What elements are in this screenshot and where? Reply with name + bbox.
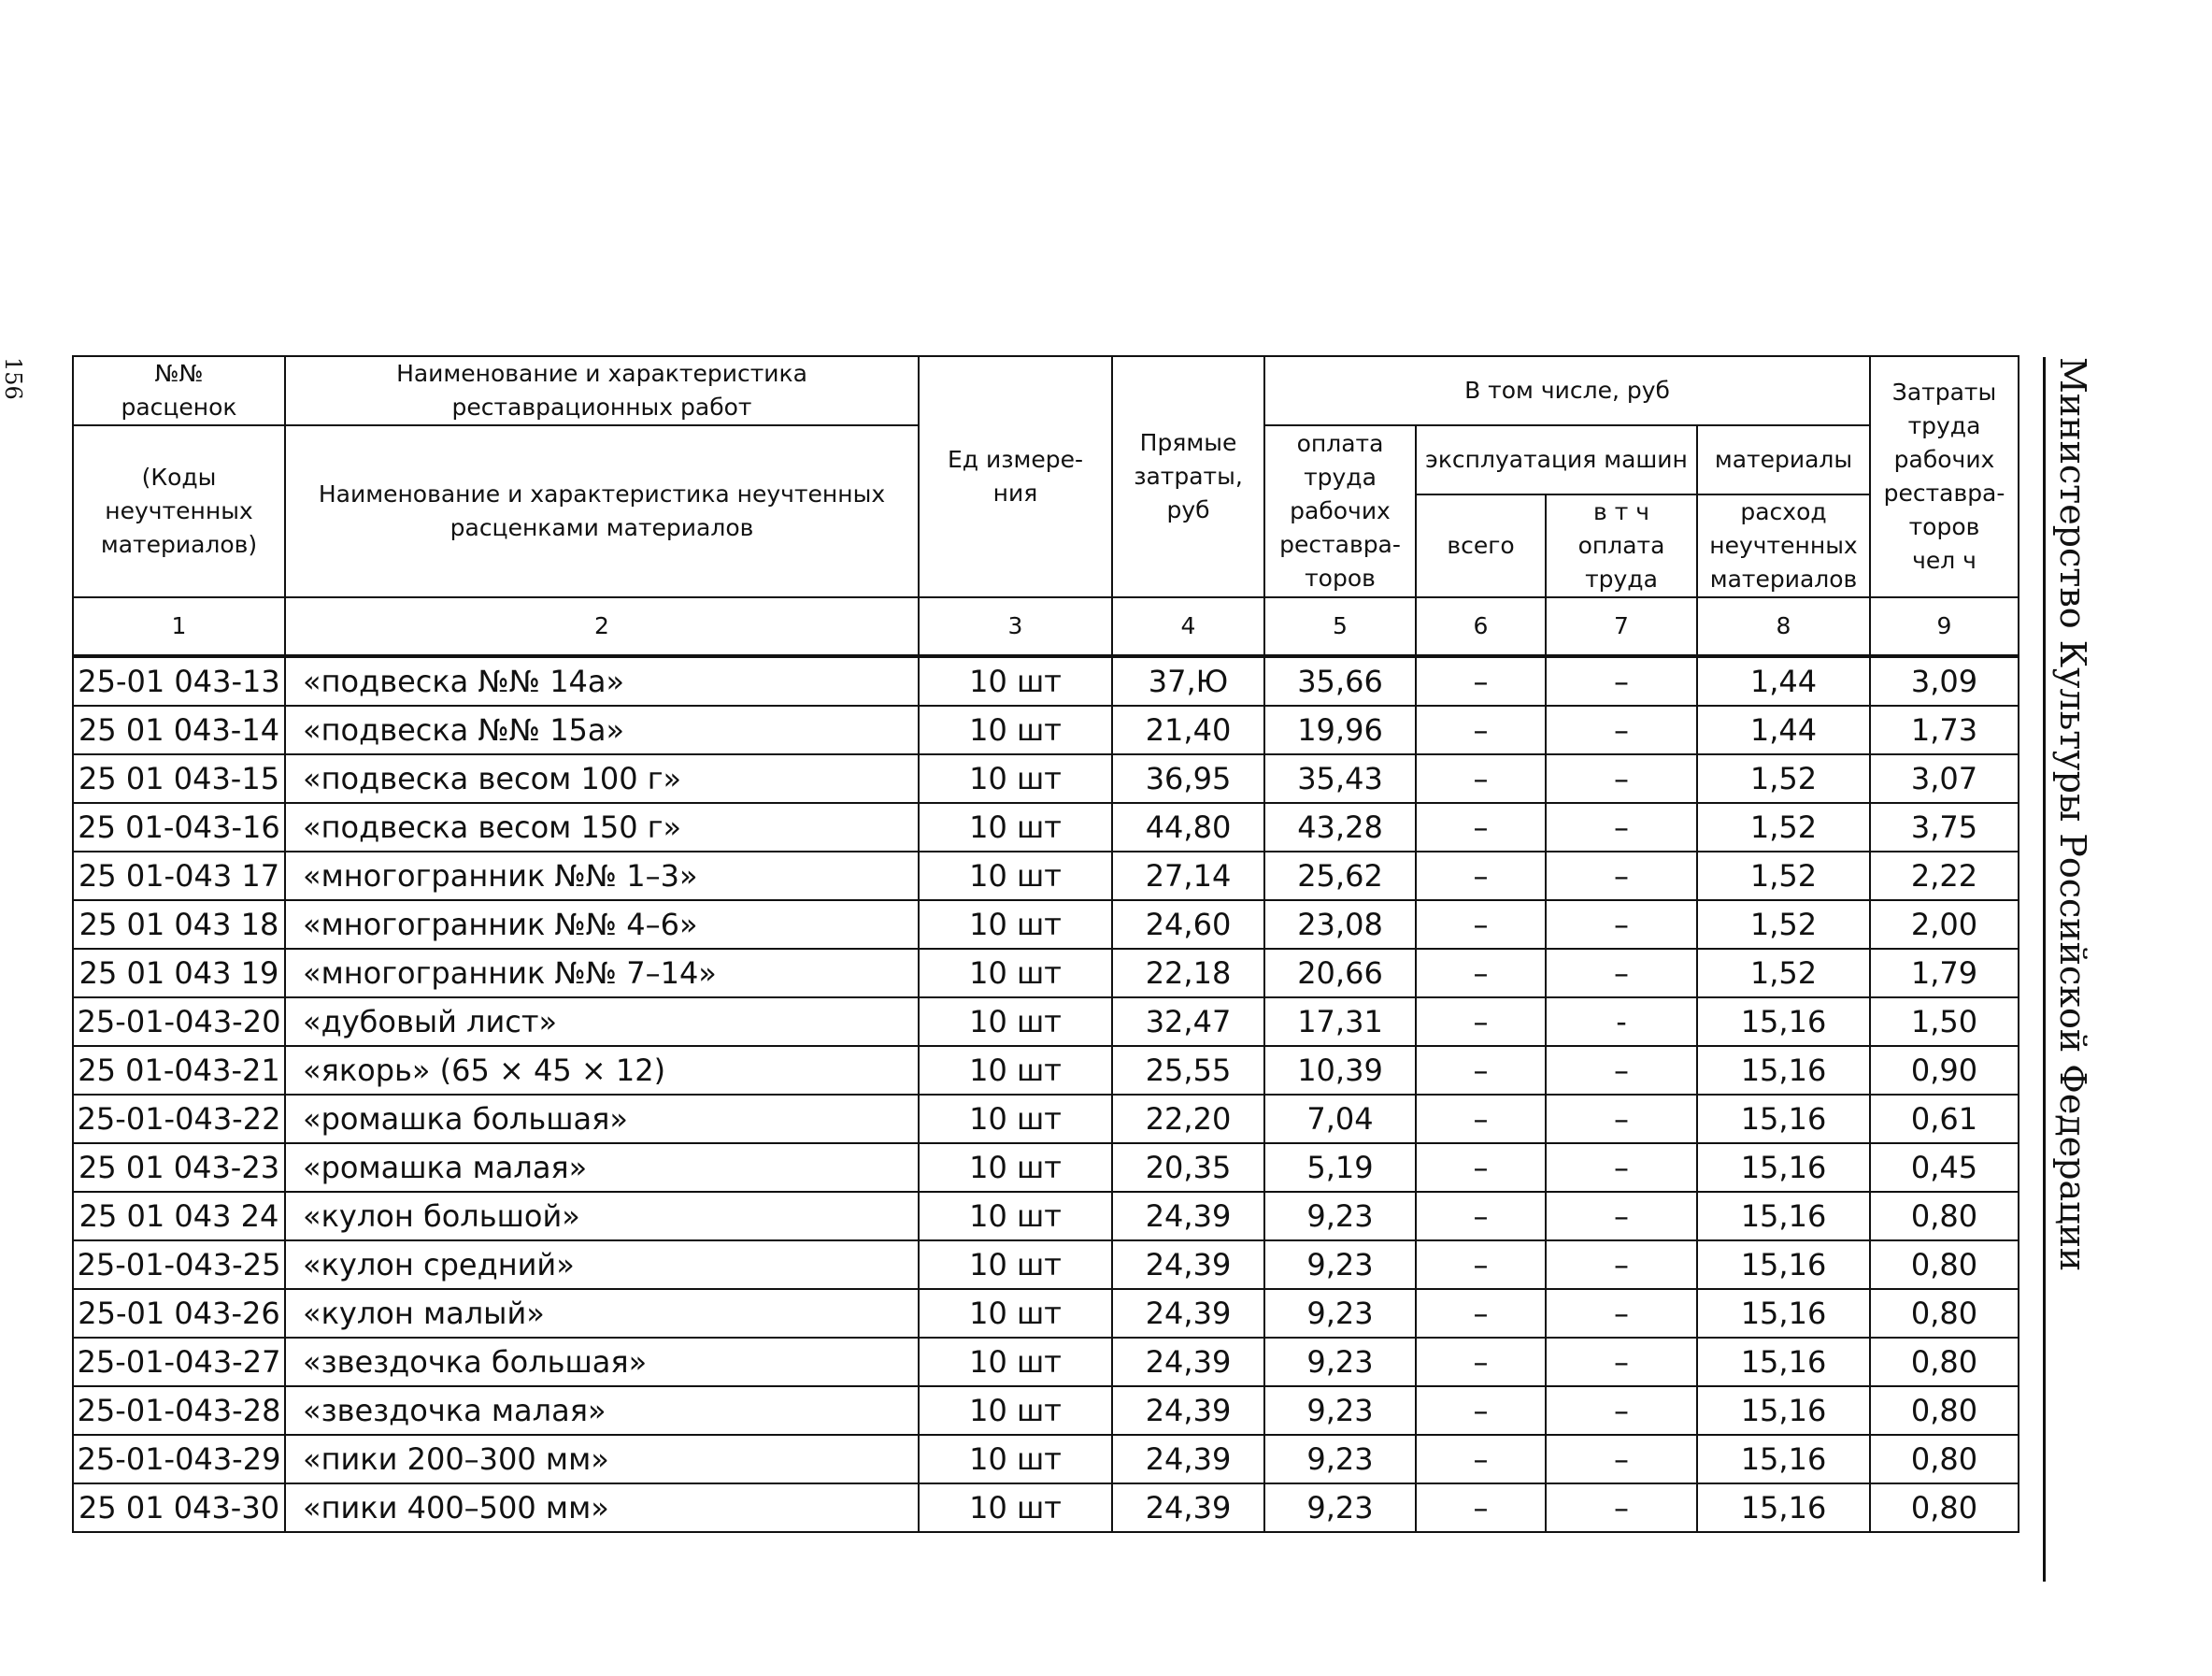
row-direct: 22,20: [1112, 1095, 1264, 1143]
table-row: [73, 949, 2019, 997]
row-materials: 15,16: [1697, 1192, 1870, 1240]
row-materials: 15,16: [1697, 1386, 1870, 1435]
row-labor-cost: 0,80: [1870, 1386, 2019, 1435]
column-number: 3: [919, 597, 1112, 656]
row-unit: 10 шт: [919, 754, 1112, 803]
row-machines-total: –: [1416, 900, 1546, 949]
row-name: «якорь» (65 × 45 × 12): [285, 1046, 919, 1095]
row-machines-total: –: [1416, 754, 1546, 803]
header-name-sub: Наименование и характеристика неучтенных расценками материалов: [285, 425, 919, 597]
row-name: «кулон малый»: [285, 1289, 919, 1338]
column-number: 4: [1112, 597, 1264, 656]
row-direct: 24,39: [1112, 1240, 1264, 1289]
row-materials: 15,16: [1697, 997, 1870, 1046]
row-labor-cost: 3,75: [1870, 803, 2019, 852]
header-code: №№ расценок: [73, 356, 285, 425]
table-row: [73, 656, 2019, 706]
row-direct: 24,39: [1112, 1289, 1264, 1338]
row-labor-cost: 1,73: [1870, 706, 2019, 754]
row-code: 25 01 043-23: [73, 1143, 285, 1192]
row-labor: 5,19: [1264, 1143, 1416, 1192]
row-unit: 10 шт: [919, 1483, 1112, 1532]
row-name: «кулон средний»: [285, 1240, 919, 1289]
row-labor: 9,23: [1264, 1240, 1416, 1289]
row-materials: 1,52: [1697, 949, 1870, 997]
row-direct: 24,39: [1112, 1192, 1264, 1240]
row-direct: 44,80: [1112, 803, 1264, 852]
row-machines-wage: –: [1546, 754, 1697, 803]
table-row: [73, 1435, 2019, 1483]
row-machines-wage: –: [1546, 1386, 1697, 1435]
column-number: 6: [1416, 597, 1546, 656]
row-machines-total: –: [1416, 1240, 1546, 1289]
row-direct: 27,14: [1112, 852, 1264, 900]
row-direct: 24,39: [1112, 1435, 1264, 1483]
row-unit: 10 шт: [919, 1289, 1112, 1338]
row-machines-wage: –: [1546, 949, 1697, 997]
row-name: «многогранник №№ 7–14»: [285, 949, 919, 997]
row-labor-cost: 0,80: [1870, 1192, 2019, 1240]
row-materials: 1,44: [1697, 706, 1870, 754]
table-row: [73, 852, 2019, 900]
row-machines-wage: -: [1546, 997, 1697, 1046]
table-row: [73, 997, 2019, 1046]
table-row: [73, 1386, 2019, 1435]
column-number: 2: [285, 597, 919, 656]
row-direct: 21,40: [1112, 706, 1264, 754]
table-row: [73, 1192, 2019, 1240]
row-labor-cost: 3,09: [1870, 656, 2019, 706]
row-labor-cost: 0,80: [1870, 1240, 2019, 1289]
row-labor: 9,23: [1264, 1435, 1416, 1483]
column-number: 9: [1870, 597, 2019, 656]
table-row: [73, 1483, 2019, 1532]
row-direct: 24,39: [1112, 1338, 1264, 1386]
row-machines-wage: –: [1546, 1483, 1697, 1532]
table-row: [73, 1046, 2019, 1095]
row-machines-total: –: [1416, 706, 1546, 754]
row-direct: 24,60: [1112, 900, 1264, 949]
row-code: 25-01-043-22: [73, 1095, 285, 1143]
row-code: 25-01-043-20: [73, 997, 285, 1046]
row-machines-wage: –: [1546, 1143, 1697, 1192]
row-machines-total: –: [1416, 1192, 1546, 1240]
row-direct: 22,18: [1112, 949, 1264, 997]
table-row: [73, 1338, 2019, 1386]
row-machines-wage: –: [1546, 803, 1697, 852]
row-materials: 1,52: [1697, 803, 1870, 852]
row-machines-total: –: [1416, 1046, 1546, 1095]
row-name: «звездочка большая»: [285, 1338, 919, 1386]
row-machines-total: –: [1416, 1338, 1546, 1386]
table-row: [73, 706, 2019, 754]
row-materials: 15,16: [1697, 1338, 1870, 1386]
header-direct-costs: Прямые затраты, руб: [1112, 356, 1264, 597]
row-code: 25-01-043-29: [73, 1435, 285, 1483]
row-code: 25 01-043-21: [73, 1046, 285, 1095]
row-materials: 1,44: [1697, 656, 1870, 706]
row-labor-cost: 0,80: [1870, 1435, 2019, 1483]
row-unit: 10 шт: [919, 1386, 1112, 1435]
row-labor: 9,23: [1264, 1483, 1416, 1532]
row-machines-wage: –: [1546, 1192, 1697, 1240]
table-body: [73, 656, 2019, 1532]
row-machines-total: –: [1416, 1289, 1546, 1338]
row-machines-wage: –: [1546, 1046, 1697, 1095]
row-machines-total: –: [1416, 997, 1546, 1046]
row-labor: 35,66: [1264, 656, 1416, 706]
row-machines-total: –: [1416, 656, 1546, 706]
row-direct: 36,95: [1112, 754, 1264, 803]
row-labor-cost: 1,50: [1870, 997, 2019, 1046]
row-code: 25 01 043 18: [73, 900, 285, 949]
row-labor: 25,62: [1264, 852, 1416, 900]
row-code: 25-01-043-27: [73, 1338, 285, 1386]
table-row: [73, 1143, 2019, 1192]
row-labor-cost: 0,45: [1870, 1143, 2019, 1192]
row-machines-wage: –: [1546, 1095, 1697, 1143]
row-machines-wage: –: [1546, 1289, 1697, 1338]
row-machines-total: –: [1416, 1483, 1546, 1532]
row-code: 25 01 043-15: [73, 754, 285, 803]
row-materials: 15,16: [1697, 1240, 1870, 1289]
row-unit: 10 шт: [919, 706, 1112, 754]
row-unit: 10 шт: [919, 900, 1112, 949]
row-machines-total: –: [1416, 1095, 1546, 1143]
row-labor-cost: 0,80: [1870, 1289, 2019, 1338]
row-name: «ромашка малая»: [285, 1143, 919, 1192]
row-code: 25 01 043 19: [73, 949, 285, 997]
row-direct: 25,55: [1112, 1046, 1264, 1095]
row-unit: 10 шт: [919, 803, 1112, 852]
row-machines-wage: –: [1546, 656, 1697, 706]
header-including: В том числе, руб: [1264, 356, 1870, 425]
row-machines-total: –: [1416, 1143, 1546, 1192]
row-machines-total: –: [1416, 803, 1546, 852]
row-code: 25 01 043-30: [73, 1483, 285, 1532]
row-labor: 9,23: [1264, 1289, 1416, 1338]
row-labor-cost: 0,61: [1870, 1095, 2019, 1143]
table-row: [73, 900, 2019, 949]
row-labor: 17,31: [1264, 997, 1416, 1046]
row-labor: 19,96: [1264, 706, 1416, 754]
row-machines-total: –: [1416, 852, 1546, 900]
header-machines-total: всего: [1416, 494, 1546, 597]
column-number: 5: [1264, 597, 1416, 656]
row-code: 25-01-043-28: [73, 1386, 285, 1435]
row-name: «подвеска №№ 14а»: [285, 656, 919, 706]
row-labor-cost: 2,22: [1870, 852, 2019, 900]
row-unit: 10 шт: [919, 1240, 1112, 1289]
row-machines-wage: –: [1546, 900, 1697, 949]
row-unit: 10 шт: [919, 1192, 1112, 1240]
row-name: «подвеска весом 100 г»: [285, 754, 919, 803]
header-labor-cost: Затраты труда рабочих реставра- торов чел ч: [1870, 356, 2019, 597]
table-row: [73, 803, 2019, 852]
row-unit: 10 шт: [919, 997, 1112, 1046]
row-labor: 9,23: [1264, 1386, 1416, 1435]
table-row: [73, 1240, 2019, 1289]
table-row: [73, 1289, 2019, 1338]
row-code: 25 01 043 24: [73, 1192, 285, 1240]
column-number: 8: [1697, 597, 1870, 656]
row-materials: 1,52: [1697, 900, 1870, 949]
row-labor-cost: 0,90: [1870, 1046, 2019, 1095]
row-materials: 1,52: [1697, 852, 1870, 900]
row-name: «ромашка большая»: [285, 1095, 919, 1143]
header-code-sub: (Коды неучтенных материалов): [73, 425, 285, 597]
row-labor: 9,23: [1264, 1338, 1416, 1386]
row-unit: 10 шт: [919, 656, 1112, 706]
row-labor-cost: 2,00: [1870, 900, 2019, 949]
column-number: 1: [73, 597, 285, 656]
row-machines-total: –: [1416, 1435, 1546, 1483]
row-name: «звездочка малая»: [285, 1386, 919, 1435]
row-materials: 1,52: [1697, 754, 1870, 803]
row-name: «многогранник №№ 1–3»: [285, 852, 919, 900]
row-code: 25-01 043-26: [73, 1289, 285, 1338]
table-row: [73, 1095, 2019, 1143]
row-machines-wage: –: [1546, 1338, 1697, 1386]
row-labor: 23,08: [1264, 900, 1416, 949]
side-rule: [2043, 357, 2046, 1582]
row-code: 25 01-043-16: [73, 803, 285, 852]
row-labor-cost: 1,79: [1870, 949, 2019, 997]
row-machines-total: –: [1416, 949, 1546, 997]
row-name: «многогранник №№ 4–6»: [285, 900, 919, 949]
row-materials: 15,16: [1697, 1289, 1870, 1338]
rates-table: [72, 355, 2019, 1533]
row-code: 25-01 043-13: [73, 656, 285, 706]
row-materials: 15,16: [1697, 1483, 1870, 1532]
row-labor-cost: 0,80: [1870, 1338, 2019, 1386]
header-name: Наименование и характеристика реставрационных работ: [285, 356, 919, 425]
row-labor: 7,04: [1264, 1095, 1416, 1143]
row-labor: 10,39: [1264, 1046, 1416, 1095]
row-unit: 10 шт: [919, 1046, 1112, 1095]
row-name: «пики 200–300 мм»: [285, 1435, 919, 1483]
row-name: «подвеска №№ 15а»: [285, 706, 919, 754]
header-materials-sub: расход неучтенных материалов: [1697, 494, 1870, 597]
row-direct: 24,39: [1112, 1483, 1264, 1532]
row-direct: 24,39: [1112, 1386, 1264, 1435]
header-labor-wage: оплата труда рабочих реставра- торов: [1264, 425, 1416, 597]
row-labor: 9,23: [1264, 1192, 1416, 1240]
row-materials: 15,16: [1697, 1435, 1870, 1483]
row-direct: 32,47: [1112, 997, 1264, 1046]
row-code: 25-01-043-25: [73, 1240, 285, 1289]
row-machines-wage: –: [1546, 706, 1697, 754]
row-unit: 10 шт: [919, 1143, 1112, 1192]
row-machines-wage: –: [1546, 1240, 1697, 1289]
row-name: «кулон большой»: [285, 1192, 919, 1240]
row-machines-wage: –: [1546, 1435, 1697, 1483]
row-direct: 20,35: [1112, 1143, 1264, 1192]
row-machines-total: –: [1416, 1386, 1546, 1435]
row-materials: 15,16: [1697, 1046, 1870, 1095]
row-labor: 20,66: [1264, 949, 1416, 997]
row-name: «дубовый лист»: [285, 997, 919, 1046]
row-name: «пики 400–500 мм»: [285, 1483, 919, 1532]
column-number: 7: [1546, 597, 1697, 656]
row-labor: 35,43: [1264, 754, 1416, 803]
row-unit: 10 шт: [919, 1435, 1112, 1483]
table-row: [73, 754, 2019, 803]
row-unit: 10 шт: [919, 949, 1112, 997]
row-unit: 10 шт: [919, 1095, 1112, 1143]
side-title: Министерство Культуры Российской Федерации: [2052, 357, 2093, 1272]
row-code: 25 01-043 17: [73, 852, 285, 900]
header-machines: эксплуатация машин: [1416, 425, 1697, 494]
row-labor: 43,28: [1264, 803, 1416, 852]
row-name: «подвеска весом 150 г»: [285, 803, 919, 852]
header-machines-wage: в т ч оплата труда: [1546, 494, 1697, 597]
row-machines-wage: –: [1546, 852, 1697, 900]
header-materials: материалы: [1697, 425, 1870, 494]
row-code: 25 01 043-14: [73, 706, 285, 754]
row-materials: 15,16: [1697, 1143, 1870, 1192]
row-unit: 10 шт: [919, 1338, 1112, 1386]
row-labor-cost: 0,80: [1870, 1483, 2019, 1532]
header-unit: Ед измере- ния: [919, 356, 1112, 597]
page-number: 156: [0, 357, 26, 400]
row-direct: 37,Ю: [1112, 656, 1264, 706]
row-labor-cost: 3,07: [1870, 754, 2019, 803]
row-materials: 15,16: [1697, 1095, 1870, 1143]
row-unit: 10 шт: [919, 852, 1112, 900]
